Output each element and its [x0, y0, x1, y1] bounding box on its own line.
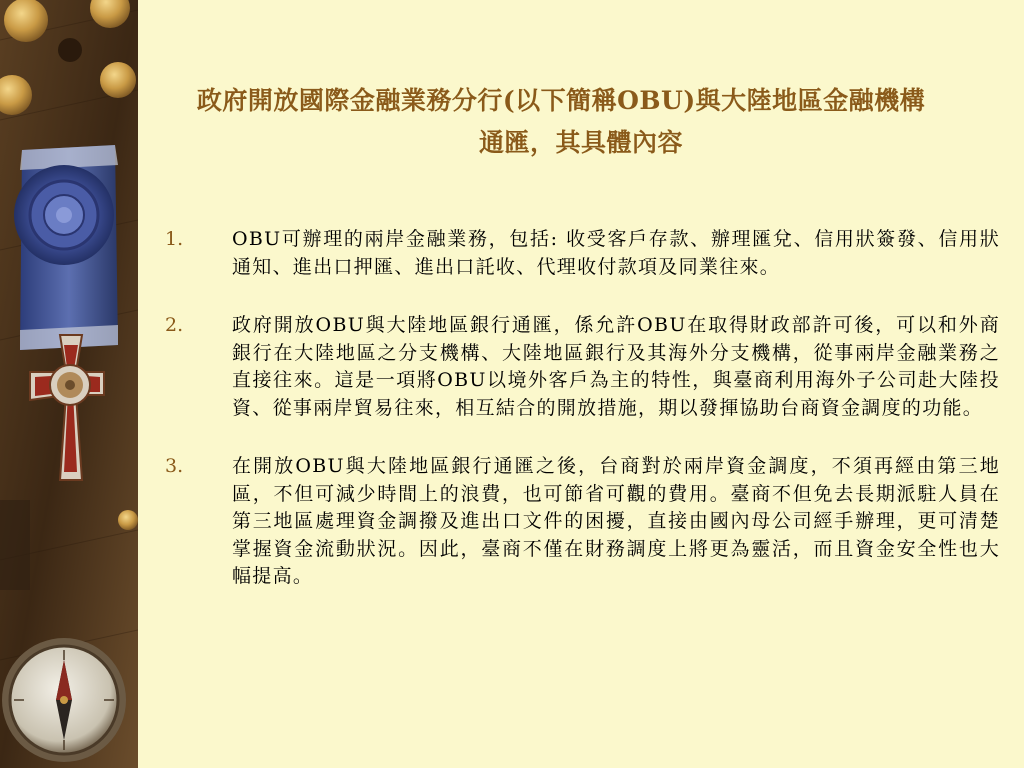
item-number: 3. — [165, 455, 184, 477]
ribbon-icon — [14, 145, 118, 350]
item-text: 在開放OBU與大陸地區銀行通匯之後，台商對於兩岸資金調度，不須再經由第三地區，不但可減少時間上的浪費，也可節省可觀的費用。臺商不但免去長期派駐人員在第三地區處理資金調撥及進出口文件的困擾，直接由國內母公司經手辦理，更可清楚掌握資金流動狀況。因此，臺商不僅在財務調度上將更為靈活，而且資金安全性也大幅提高。 — [232, 455, 1000, 587]
slide-title — [138, 80, 1024, 164]
title-line-1: 政府開放國際金融業務分行(以下簡稱OBU)與大陸地區金融機構 — [196, 86, 926, 115]
list-item — [165, 312, 1000, 422]
numbered-list — [165, 226, 1000, 622]
list-item — [165, 226, 1000, 281]
item-text: OBU可辦理的兩岸金融業務，包括: 收受客戶存款、辦理匯兌、信用狀簽發、信用狀通知、進出口押匯、進出口託收、代理收付款項及同業往來。 — [232, 228, 1000, 278]
item-number: 2. — [165, 314, 184, 336]
compass-icon — [2, 638, 126, 762]
list-item — [165, 453, 1000, 591]
title-line-2: 通匯，其具體內容 — [478, 128, 683, 157]
item-text: 政府開放OBU與大陸地區銀行通匯，係允許OBU在取得財政部許可後，可以和外商銀行在大陸地區之分支機構、大陸地區銀行及其海外分支機構，從事兩岸金融業務之直接往來。這是一項將OBU以境外客戶為主的特性，與臺商利用海外子公司赴大陸投資、從事兩岸貿易往來，相互結合的開放措施，期以發揮協助台商資金調度的功能。 — [232, 314, 1000, 419]
item-number: 1. — [165, 228, 184, 250]
